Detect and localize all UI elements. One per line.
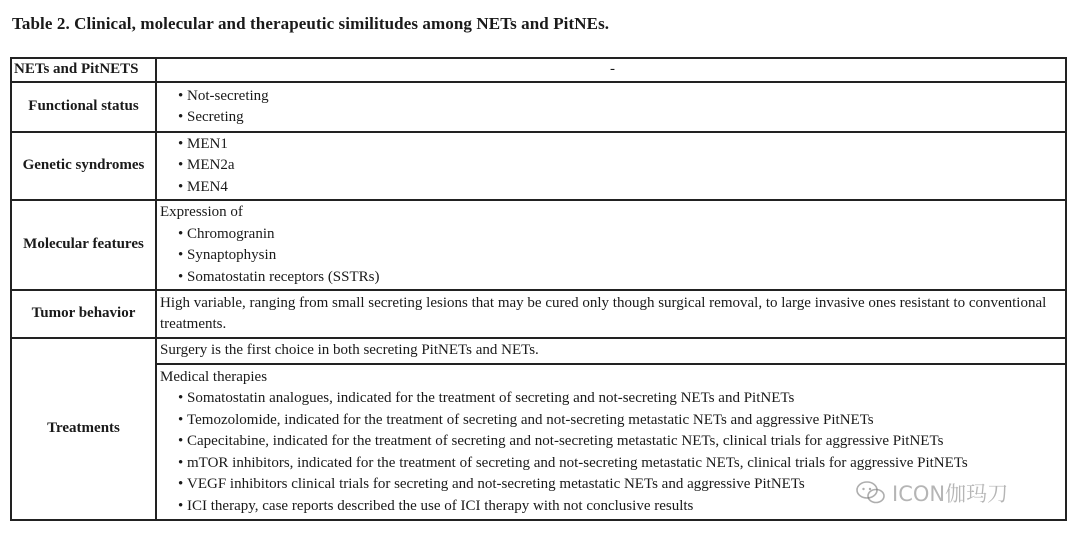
table-row-genetic — [11, 132, 1066, 200]
treatments-label: Treatments — [11, 338, 156, 520]
list-item: • Not-secreting — [160, 86, 1065, 108]
watermark — [856, 478, 1008, 508]
header-label: NETs and PitNETS — [11, 58, 156, 82]
tumor-label: Tumor behavior — [11, 290, 156, 338]
list-item: • Chromogranin — [160, 224, 1065, 246]
tumor-content: High variable, ranging from small secreting lesions that may be cured only though surgical removal, to large invasive ones resistant to conventional treatments. — [156, 290, 1066, 338]
molecular-intro: Expression of — [160, 204, 243, 220]
genetic-label: Genetic syndromes — [11, 132, 156, 200]
medical-intro: Medical therapies — [160, 368, 268, 385]
list-item: • MEN1 — [160, 134, 1065, 156]
list-item: • Synaptophysin — [160, 245, 1065, 267]
genetic-content — [156, 132, 1066, 200]
comparison-table — [10, 57, 1067, 521]
list-item: • mTOR inhibitors, indicated for the treatment of secreting and not-secreting metastatic NETs, clinical trials for aggressive PitNETs — [160, 453, 1065, 475]
list-item: • VEGF inhibitors clinical trials for secreting and not-secreting metastatic NETs and aggressive PitNETs — [160, 474, 1065, 496]
list-item: • MEN2a — [160, 155, 1065, 177]
list-item: • Capecitabine, indicated for the treatment of secreting and not-secreting metastatic NETs, clinical trials for aggressive PitNETs — [160, 431, 1065, 453]
header-value: - — [156, 58, 1066, 82]
surgery-content: Surgery is the first choice in both secreting PitNETs and NETs. — [156, 338, 1066, 364]
wechat-icon — [856, 480, 886, 506]
functional-label: Functional status — [11, 82, 156, 132]
list-item: • Somatostatin receptors (SSTRs) — [160, 267, 1065, 289]
table-row-functional — [11, 82, 1066, 132]
table-row-surgery — [11, 338, 1066, 364]
watermark-text: ICON伽玛刀 — [892, 482, 1009, 506]
molecular-content — [156, 200, 1066, 290]
table-title: Table 2. Clinical, molecular and therapeutic similitudes among NETs and PitNEs. — [12, 14, 610, 33]
list-item: • Temozolomide, indicated for the treatment of secreting and not-secreting metastatic NETs and aggressive PitNETs — [160, 410, 1065, 432]
list-item: • ICI therapy, case reports described the use of ICI therapy with not conclusive results — [160, 496, 1065, 518]
list-item: • MEN4 — [160, 177, 1065, 199]
functional-content — [156, 82, 1066, 132]
table-row-tumor — [11, 290, 1066, 338]
list-item: • Somatostatin analogues, indicated for the treatment of secreting and not-secreting NETs and PitNETs — [160, 388, 1065, 410]
table-row-header — [11, 58, 1066, 82]
list-item: • Secreting — [160, 107, 1065, 129]
table-row-molecular — [11, 200, 1066, 290]
molecular-label: Molecular features — [11, 200, 156, 290]
